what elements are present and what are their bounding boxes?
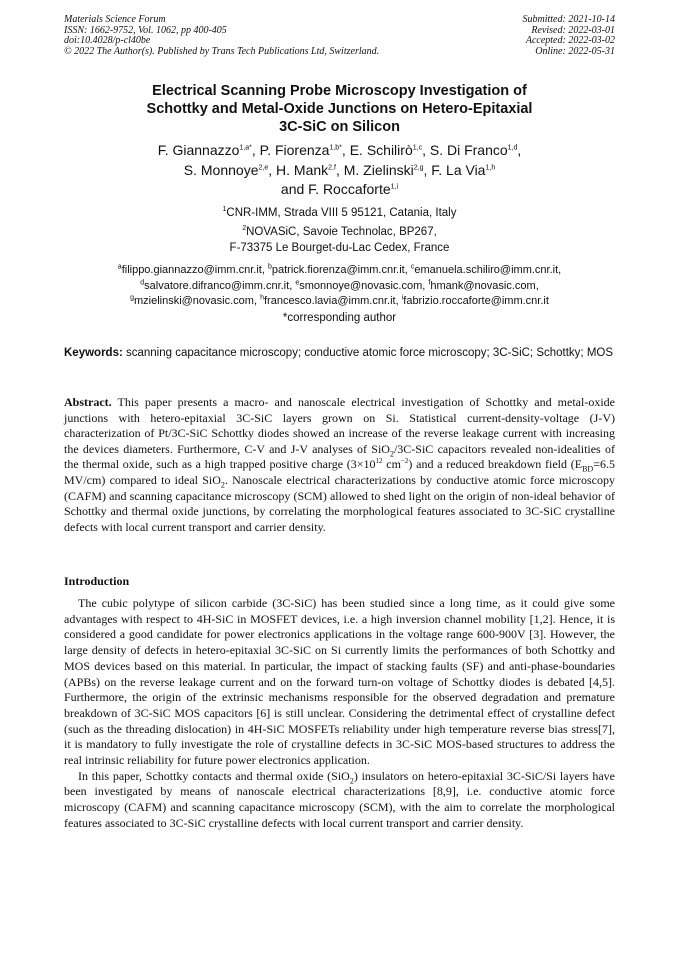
author: F. Giannazzo$^{1,a*}$, xyxy=(157,142,260,158)
author-line xyxy=(64,141,615,161)
email: $^g$mzielinski@novasic.com, xyxy=(130,294,261,307)
paragraph: In this paper, Schottky contacts and thermal oxide (SiO$_2$) insulators on hetero-epitaxial 3C-SiC/Si layers have been investigated by means of nanoscale electrical characterizations [8,9], i.e. conductive atomic force microscopy (CAFM) and scanning capacitance microscopy (SCM), with the aim to correlate the morphological features associated to 3C-SiC crystalline defects with local current transport and carrier density. xyxy=(64,768,615,830)
author: S. Di Franco$^{1,d}$, xyxy=(429,142,522,158)
email: $^i$fabrizio.roccaforte@imm.cnr.it xyxy=(401,294,549,307)
author-list xyxy=(64,141,615,200)
paragraph: The cubic polytype of silicon carbide (3C-SiC) has been studied since a long time, as it could give some advantages with respect to 4H-SiC in MOSFET devices, i.e. a high inversion channel mobility [1,2]. Hence, it is considered a good candidate for power electronics applications in the voltage range 600-900V [3]. However, the large density of defects in hetero-epitaxial 3C-SiC on Si currently limits the performances of both Schottky and MOS devices based on this material. In particular, the impact of stacking faults (SF) and anti-phase-boundaries (APBs) on the reverse leakage current and on the forward turn-on voltage of Schottky diodes is debated [4,5]. Furthermore, the origin of the extrinsic mechanisms responsible for the observed degradation and premature breakdown of 3C-SiC MOS capacitors [6] is still unclear. Considering the detrimental effect of crystalline defect (such as the threading dislocation) in 4H-SiC MOSFETs reliability under high temperature reverse bias stress[7], it is mandatory to fully investigate the role of crystalline defects in 3C-SiC MOS-based structures to address the real intrinsic reliability for future power electronics application. xyxy=(64,596,615,768)
email: $^e$smonnoye@novasic.com, xyxy=(295,278,429,292)
email: $^b$patrick.fiorenza@imm.cnr.it, xyxy=(267,263,411,276)
affiliation-2: $^2$NOVASiC, Savoie Technolac, BP267, F-73375 Le Bourget-du-Lac Cedex, France xyxy=(229,225,450,254)
author: P. Fiorenza$^{1,b*}$, xyxy=(259,142,350,158)
author: and F. Roccaforte$^{1,i}$ xyxy=(280,181,399,197)
email: $^c$emanuela.schiliro@imm.cnr.it, xyxy=(410,263,562,276)
author: F. La Via$^{1,h}$ xyxy=(431,161,496,178)
issn-line: ISSN: 1662-9752, Vol. 1062, pp 400-405 xyxy=(64,24,227,36)
author: E. Schilirò$^{1,c}$, xyxy=(349,142,430,158)
doi-line: doi:10.4028/p-cl40be xyxy=(64,35,151,47)
section-heading: Introduction xyxy=(64,574,130,588)
keywords xyxy=(64,345,615,361)
email-list xyxy=(64,263,615,310)
header-left xyxy=(64,15,379,57)
journal-name: Materials Science Forum xyxy=(64,14,166,25)
submitted-date: Submitted: 2021-10-14 xyxy=(522,14,615,25)
email-line xyxy=(64,294,615,310)
abstract: Abstract. This paper presents a macro- and nanoscale electrical investigation of Schottky and metal-oxide junctions with hetero-epitaxial 3C-SiC layers grown on Si. Statistical current-density-voltage (J-V) characterization of Pt/3C-SiC Schottky diodes showed an increase of the reverse leakage current with increasing the devices diameters. Furthermore, C-V and J-V analyses of SiO$_2$/3C-SiC capacitors revealed non-idealities of the thermal oxide, such as a high trapped positive charge ($3\times 10^{12}$ $cm^{-2}$) and a reduced breakdown field ($E_{BD}=6.5$ MV/cm) compared to ideal SiO$_2$. Nanoscale electrical characterizations by conductive atomic force microscopy (CAFM) and scanning capacitance microscopy (SCM) allowed to shed light on the origin of non-ideal behavior of Schottky and thermal oxide junctions, by correlating the morphological features associated to 3C-SiC crystalline defects with local current transport and carrier density. xyxy=(64,395,615,534)
paper-title xyxy=(64,82,615,136)
title-line: Electrical Scanning Probe Microscopy Investigation of xyxy=(152,83,527,99)
introduction-body xyxy=(64,596,615,832)
author: M. Zielinski$^{2,g}$, xyxy=(343,161,432,178)
email: $^f$hmank@novasic.com, xyxy=(428,278,539,292)
accepted-date: Accepted: 2022-03-02 xyxy=(525,35,615,47)
header-right xyxy=(523,15,616,57)
revised-date: Revised: 2022-03-01 xyxy=(531,24,615,36)
author-line xyxy=(64,180,615,200)
keywords-label: Keywords: xyxy=(64,347,123,359)
email-line xyxy=(64,279,615,295)
online-date: Online: 2022-05-31 xyxy=(535,45,615,57)
title-line: Schottky and Metal-Oxide Junctions on Hetero-Epitaxial xyxy=(146,101,533,117)
author-line xyxy=(64,161,615,181)
author: S. Monnoye$^{2,e}$, xyxy=(183,161,277,178)
email: $^d$salvatore.difranco@imm.cnr.it, xyxy=(140,278,296,292)
keywords-text: scanning capacitance microscopy; conductive atomic force microscopy; 3C-SiC; Schottky; MOS xyxy=(122,347,614,359)
email: $^h$francesco.lavia@imm.cnr.it, xyxy=(260,294,402,307)
corresponding-note: *corresponding author xyxy=(282,312,397,324)
abstract-label: Abstract. xyxy=(64,395,112,409)
email-line xyxy=(64,263,615,279)
email: $^a$filippo.giannazzo@imm.cnr.it, xyxy=(117,263,268,276)
title-line: 3C-SiC on Silicon xyxy=(279,119,400,135)
affiliation-1: $^1$CNR-IMM, Strada VIII 5 95121, Catania, Italy xyxy=(222,206,457,219)
author: H. Mank$^{2,f}$, xyxy=(276,161,344,178)
copyright-line: © 2022 The Author(s). Published by Trans Tech Publications Ltd, Switzerland. xyxy=(64,45,380,57)
